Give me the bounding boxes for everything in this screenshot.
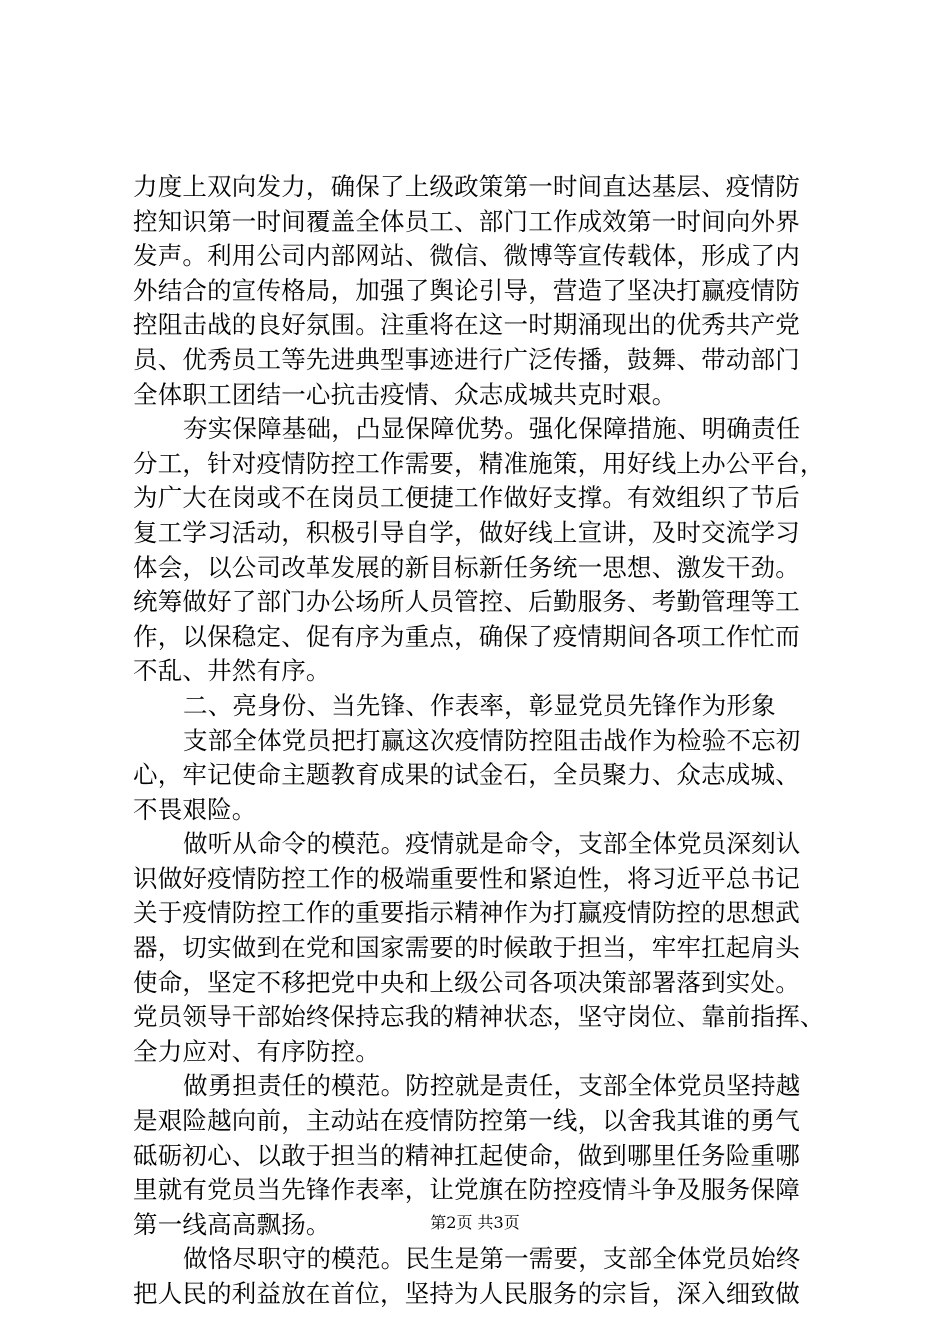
page-number-footer: 第2页 共3页 bbox=[430, 1213, 520, 1232]
text-line: 里就有党员当先锋作表率，让党旗在防控疫情斗争及服务保障 bbox=[133, 1175, 800, 1205]
text-line: 控知识第一时间覆盖全体员工、部门工作成效第一时间向外界 bbox=[133, 206, 800, 236]
text-line: 分工，针对疫情防控工作需要，精准施策，用好线上办公平台， bbox=[133, 448, 825, 478]
text-line: 是艰险越向前，主动站在疫情防控第一线，以舍我其谁的勇气 bbox=[133, 1106, 800, 1136]
document-body bbox=[133, 170, 833, 1312]
paragraph-first-line: 做勇担责任的模范。防控就是责任，支部全体党员坚持越 bbox=[183, 1071, 801, 1101]
text-line: 控阻击战的良好氛围。注重将在这一时期涌现出的优秀共产党 bbox=[133, 310, 800, 340]
text-line: 砥砺初心、以敢于担当的精神扛起使命，做到哪里任务险重哪 bbox=[133, 1140, 800, 1170]
text-line: 关于疫情防控工作的重要指示精神作为打赢疫情防控的思想武 bbox=[133, 898, 800, 928]
text-line: 器，切实做到在党和国家需要的时候敢于担当，牢牢扛起肩头 bbox=[133, 933, 800, 963]
text-line: 统筹做好了部门办公场所人员管控、后勤服务、考勤管理等工 bbox=[133, 587, 800, 617]
paragraph-first-line: 做恪尽职守的模范。民生是第一需要，支部全体党员始终 bbox=[183, 1244, 801, 1274]
text-line: 心，牢记使命主题教育成果的试金石，全员聚力、众志成城、 bbox=[133, 760, 800, 790]
text-line: 复工学习活动，积极引导自学，做好线上宣讲，及时交流学习 bbox=[133, 517, 800, 547]
text-line: 为广大在岗或不在岗员工便捷工作做好支撑。有效组织了节后 bbox=[133, 483, 800, 513]
text-line: 第一线高高飘扬。 bbox=[133, 1209, 331, 1239]
text-line: 全力应对、有序防控。 bbox=[133, 1036, 380, 1066]
text-line: 力度上双向发力，确保了上级政策第一时间直达基层、疫情防 bbox=[133, 172, 800, 201]
text-line: 作，以保稳定、促有序为重点，确保了疫情期间各项工作忙而 bbox=[133, 621, 800, 651]
paragraph-first-line: 夯实保障基础，凸显保障优势。强化保障措施、明确责任 bbox=[183, 414, 801, 444]
text-line: 把人民的利益放在首位，坚持为人民服务的宗旨，深入细致做 bbox=[133, 1279, 800, 1308]
text-line: 识做好疫情防控工作的极端重要性和紧迫性，将习近平总书记 bbox=[133, 863, 800, 893]
text-line: 党员领导干部始终保持忘我的精神状态，坚守岗位、靠前指挥、 bbox=[133, 1002, 825, 1032]
text-line: 不乱、井然有序。 bbox=[133, 656, 331, 686]
paragraph-first-line: 做听从命令的模范。疫情就是命令，支部全体党员深刻认 bbox=[183, 829, 801, 859]
text-line: 外结合的宣传格局，加强了舆论引导，营造了坚决打赢疫情防 bbox=[133, 275, 800, 305]
text-line: 员、优秀员工等先进典型事迹进行广泛传播，鼓舞、带动部门 bbox=[133, 344, 800, 374]
section-heading: 二、亮身份、当先锋、作表率，彰显党员先锋作为形象 bbox=[183, 690, 776, 720]
text-line: 全体职工团结一心抗击疫情、众志成城共克时艰。 bbox=[133, 379, 677, 409]
text-line: 体会，以公司改革发展的新目标新任务统一思想、激发干劲。 bbox=[133, 552, 800, 582]
text-line: 发声。利用公司内部网站、微信、微博等宣传载体，形成了内 bbox=[133, 241, 800, 271]
text-line: 使命，坚定不移把党中央和上级公司各项决策部署落到实处。 bbox=[133, 967, 800, 997]
paragraph-first-line: 支部全体党员把打赢这次疫情防控阻击战作为检验不忘初 bbox=[183, 725, 801, 755]
text-line: 不畏艰险。 bbox=[133, 794, 257, 824]
